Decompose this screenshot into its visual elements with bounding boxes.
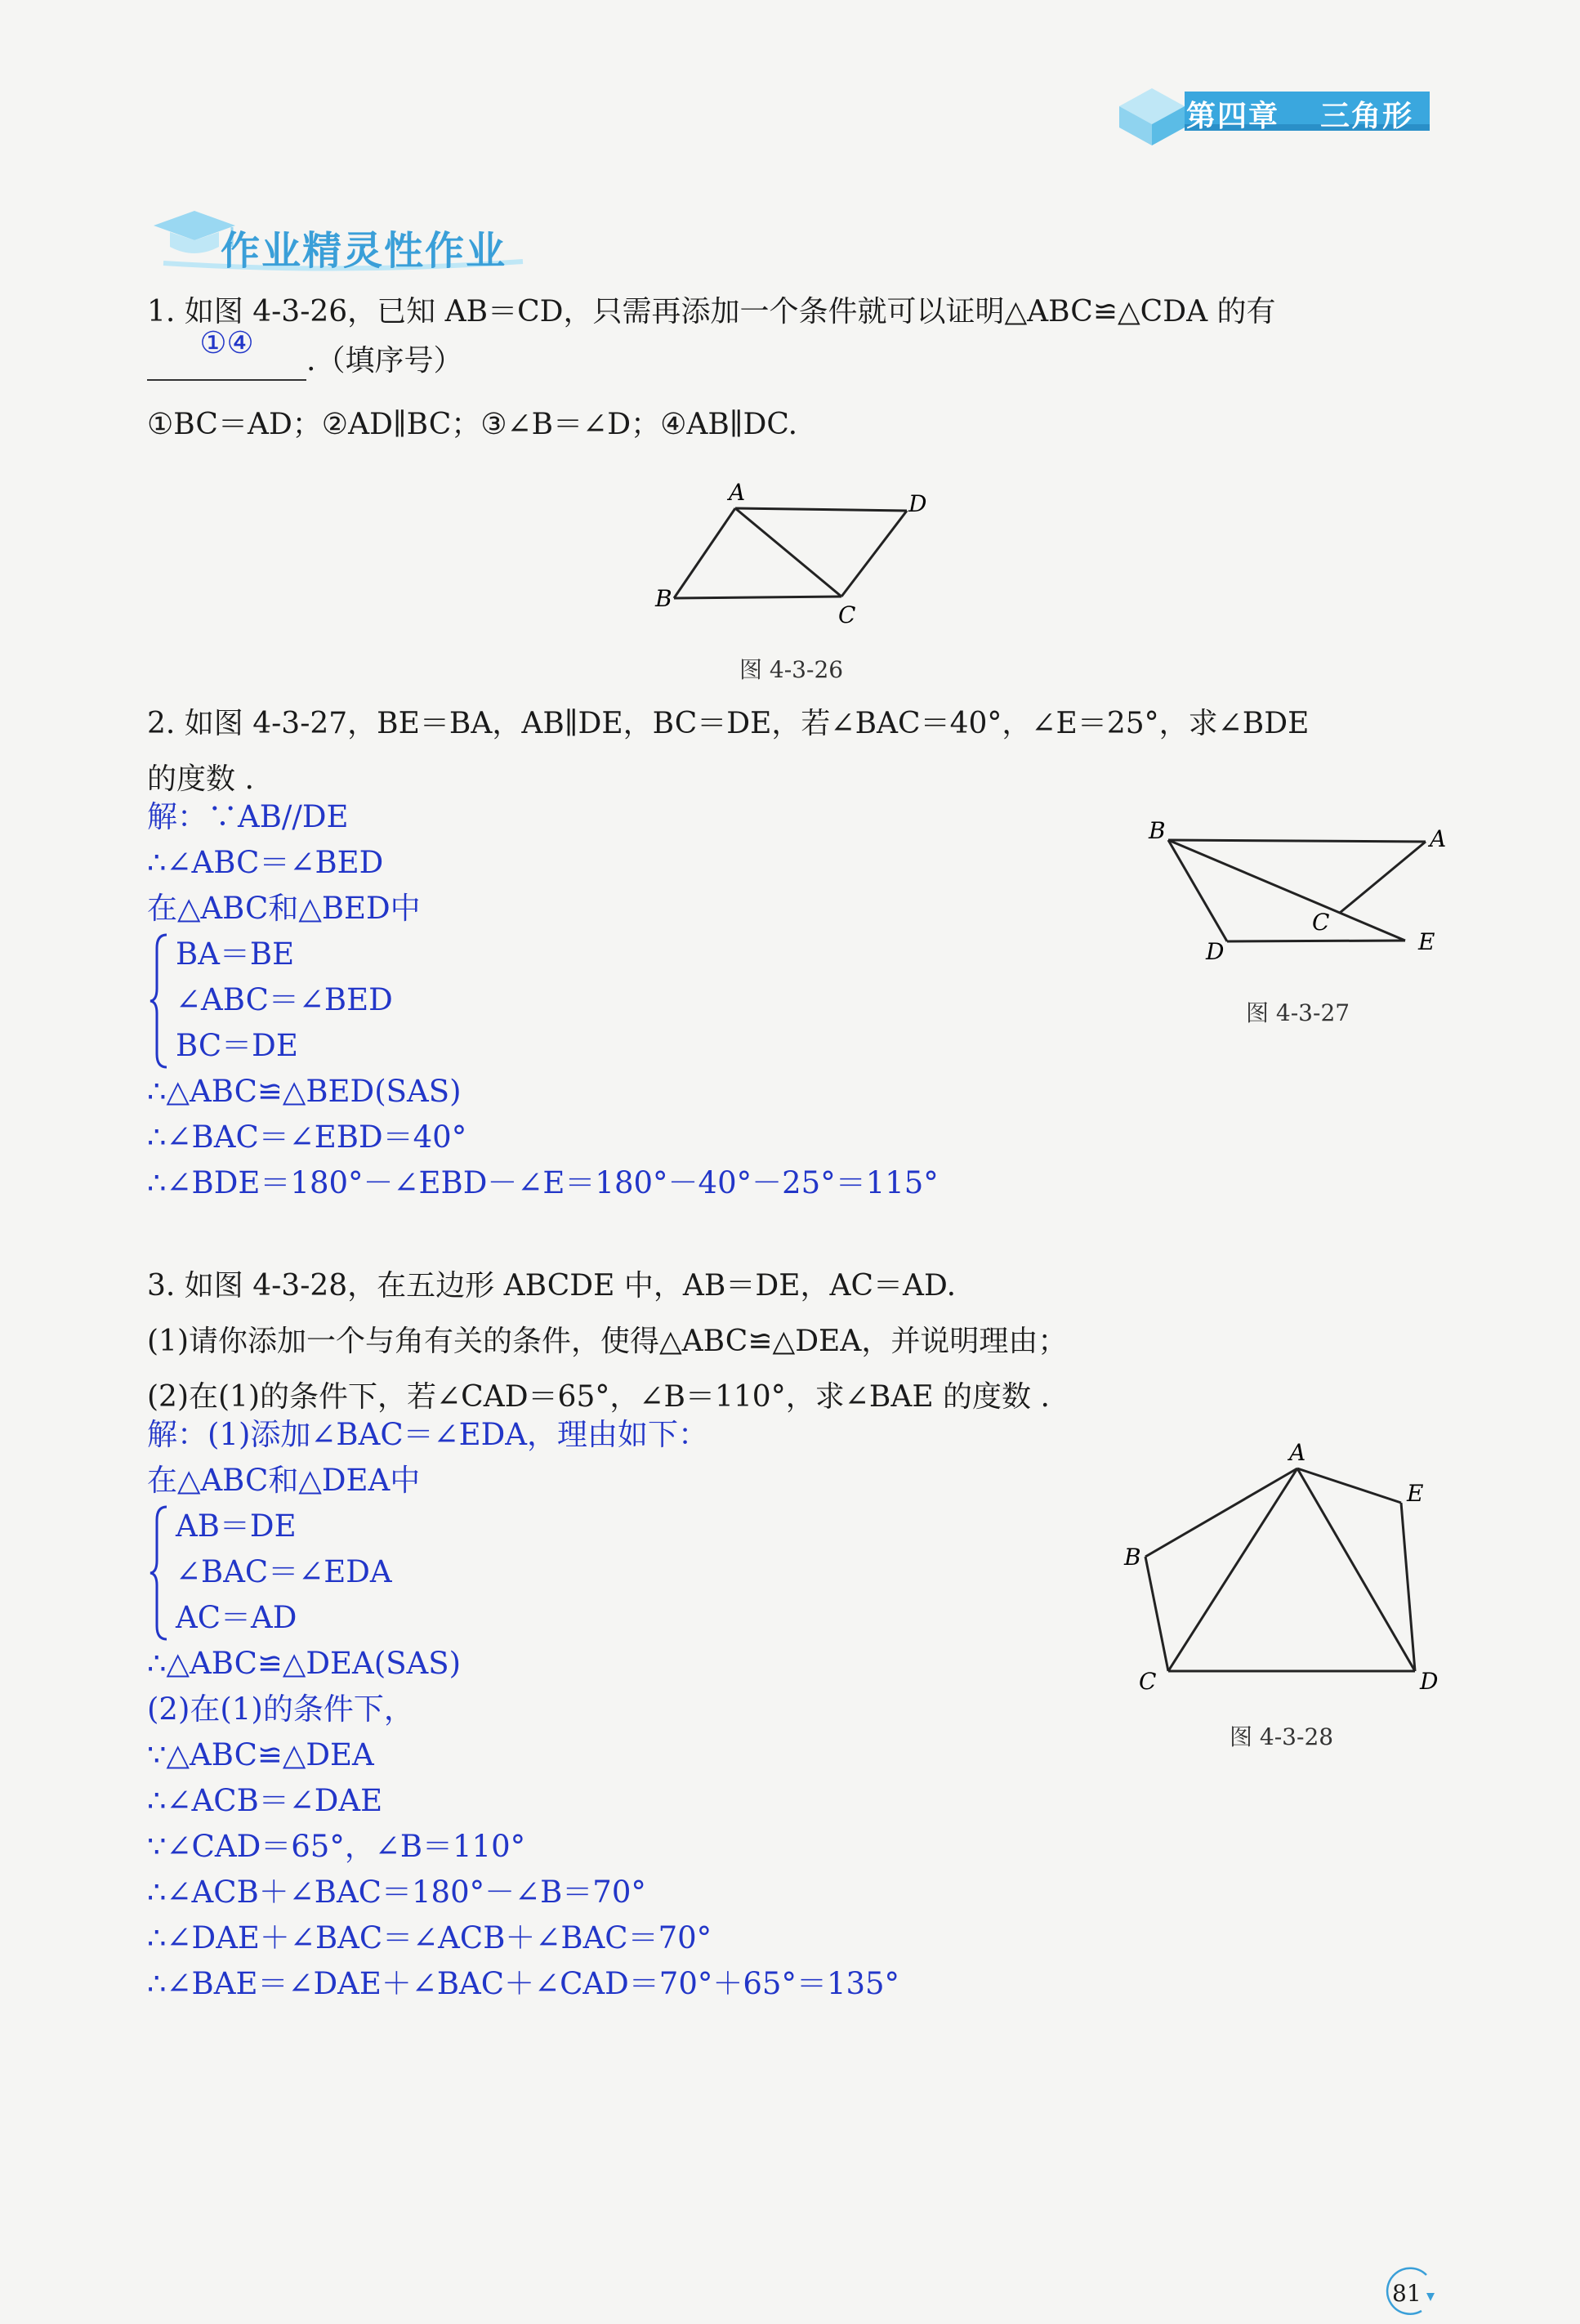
q1-options: ①BC＝AD；②AD∥BC；③∠B＝∠D；④AB∥DC. (147, 408, 798, 441)
q2-figure (1136, 809, 1462, 972)
q2-label-e: E (1418, 928, 1435, 955)
q1-stem: 1. 如图 4-3-26，已知 AB＝CD，只需再添加一个条件就可以证明△ABC≌△CDA 的有 (147, 295, 1276, 328)
q2-solution-line-5: ∠ABC＝∠BED (176, 982, 393, 1017)
q2-solution-line-6: BC＝DE (176, 1028, 298, 1063)
q2-label-c: C (1312, 909, 1330, 936)
q1-figure (645, 482, 956, 629)
chapter-badge (1119, 82, 1446, 147)
q2-solution-line-7: ∴△ABC≌△BED(SAS) (147, 1074, 462, 1109)
q2-stem: 2. 如图 4-3-27，BE＝BA，AB∥DE，BC＝DE，若∠BAC＝40°，∠E＝25°，求∠BDE (147, 707, 1310, 740)
q3-solution-line-4: ∠BAC＝∠EDA (176, 1554, 392, 1589)
q3-part2: (2)在(1)的条件下，若∠CAD＝65°，∠B＝110°，求∠BAE 的度数 . (147, 1380, 1050, 1414)
q3-solution-line-12: ∴∠DAE＋∠BAC＝∠ACB＋∠BAC＝70° (147, 1920, 712, 1955)
q3-solution-line-10: ∵∠CAD＝65°，∠B＝110° (147, 1829, 526, 1864)
q3-brace (147, 1504, 172, 1642)
page-number-badge (1381, 2264, 1438, 2321)
q2-solution-line-9: ∴∠BDE＝180°－∠EBD－∠E＝180°－40°－25°＝115° (147, 1165, 939, 1200)
q2-label-b: B (1149, 817, 1166, 844)
q3-label-c: C (1139, 1668, 1157, 1695)
chapter-heading (1186, 93, 1413, 135)
q3-solution-line-2: 在△ABC和△DEA中 (147, 1463, 421, 1498)
section-title (147, 204, 539, 278)
q2-stem-end: 的度数 . (147, 762, 254, 796)
q2-solution-line-4: BA＝BE (176, 936, 295, 972)
q1-answer: ①④ (199, 325, 254, 360)
page-number: 81 (1392, 2280, 1422, 2307)
q3-label-b: B (1124, 1544, 1141, 1571)
q3-label-e: E (1407, 1480, 1424, 1507)
chapter-number: 第四章 (1186, 100, 1280, 133)
q3-part1: (1)请你添加一个与角有关的条件，使得△ABC≌△DEA，并说明理由； (147, 1325, 1068, 1358)
q3-label-a: A (1289, 1442, 1306, 1466)
q3-solution-line-1: 解：(1)添加∠BAC＝∠EDA，理由如下： (147, 1417, 709, 1452)
q2-label-a: A (1430, 825, 1447, 852)
q1-answer-line (147, 325, 463, 381)
q3-solution-line-3: AB＝DE (176, 1508, 297, 1544)
q3-figure-caption: 图 4-3-28 (1230, 1723, 1334, 1750)
q1-label-d: D (908, 490, 927, 517)
q3-solution-line-13: ∴∠BAE＝∠DAE＋∠BAC＋∠CAD＝70°＋65°＝135° (147, 1966, 900, 2001)
q1-stem-end: .（填序号） (306, 344, 463, 378)
q1-label-b: B (655, 585, 672, 612)
q2-solution-line-3: 在△ABC和△BED中 (147, 891, 421, 926)
q2-solution-line-2: ∴∠ABC＝∠BED (147, 845, 384, 880)
q3-solution-line-8: ∵△ABC≌△DEA (147, 1737, 374, 1772)
q3-stem: 3. 如图 4-3-28，在五边形 ABCDE 中，AB＝DE，AC＝AD. (147, 1269, 957, 1303)
q1-label-c: C (838, 601, 856, 628)
q3-solution-line-11: ∴∠ACB＋∠BAC＝180°－∠B＝70° (147, 1875, 646, 1910)
q3-solution-line-7: (2)在(1)的条件下， (147, 1692, 414, 1727)
q2-figure-caption: 图 4-3-27 (1246, 999, 1350, 1026)
q3-figure (1119, 1442, 1462, 1696)
section-title-text: 作业精灵性作业 (221, 228, 507, 274)
q3-label-d: D (1420, 1668, 1439, 1695)
q2-solution-line-1: 解：∵AB//DE (147, 799, 349, 834)
q2-label-d: D (1206, 938, 1225, 965)
q1-figure-caption: 图 4-3-26 (739, 656, 844, 683)
q2-solution-line-8: ∴∠BAC＝∠EBD＝40° (147, 1120, 467, 1155)
q2-brace (147, 932, 172, 1070)
q3-solution-line-9: ∴∠ACB＝∠DAE (147, 1783, 383, 1818)
q1-answer-blank (147, 325, 306, 381)
q3-solution-line-6: ∴△ABC≌△DEA(SAS) (147, 1646, 462, 1681)
q1-label-a: A (729, 482, 746, 506)
q3-solution-line-5: AC＝AD (176, 1600, 297, 1635)
chapter-title: 三角形 (1320, 100, 1414, 133)
